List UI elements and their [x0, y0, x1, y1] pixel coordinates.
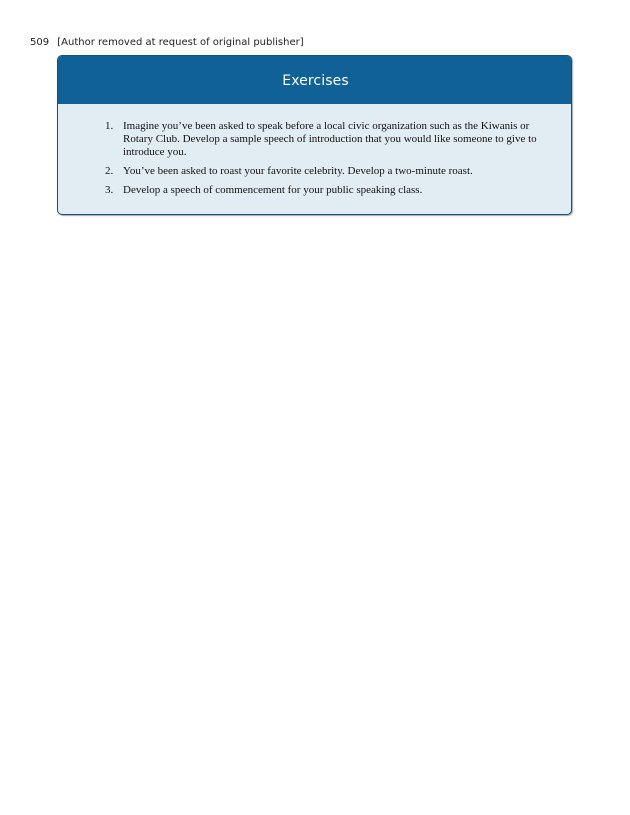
exercise-number: 1.	[105, 120, 114, 132]
running-header	[30, 37, 304, 49]
exercise-text: Imagine you’ve been asked to speak before a local civic organization such as the Kiwanis or Rotary Club. Develop a sample speech of introduction that you would like someone to give to introduce you.	[123, 120, 537, 158]
exercises-header	[57, 55, 572, 104]
exercise-item-1	[58, 120, 571, 159]
exercise-item-3	[58, 184, 571, 197]
exercise-number: 3.	[105, 184, 114, 196]
exercises-title: Exercises	[282, 72, 349, 89]
exercises-box	[57, 55, 572, 215]
exercise-text: You’ve been asked to roast your favorite celebrity. Develop a two-minute roast.	[123, 165, 473, 177]
exercise-item-2	[58, 165, 571, 178]
running-title: [Author removed at request of original publisher]	[57, 37, 304, 48]
exercises-list	[58, 120, 571, 203]
exercise-text: Develop a speech of commencement for your public speaking class.	[123, 184, 423, 196]
exercise-number: 2.	[105, 165, 114, 177]
page-number: 509	[30, 37, 50, 48]
